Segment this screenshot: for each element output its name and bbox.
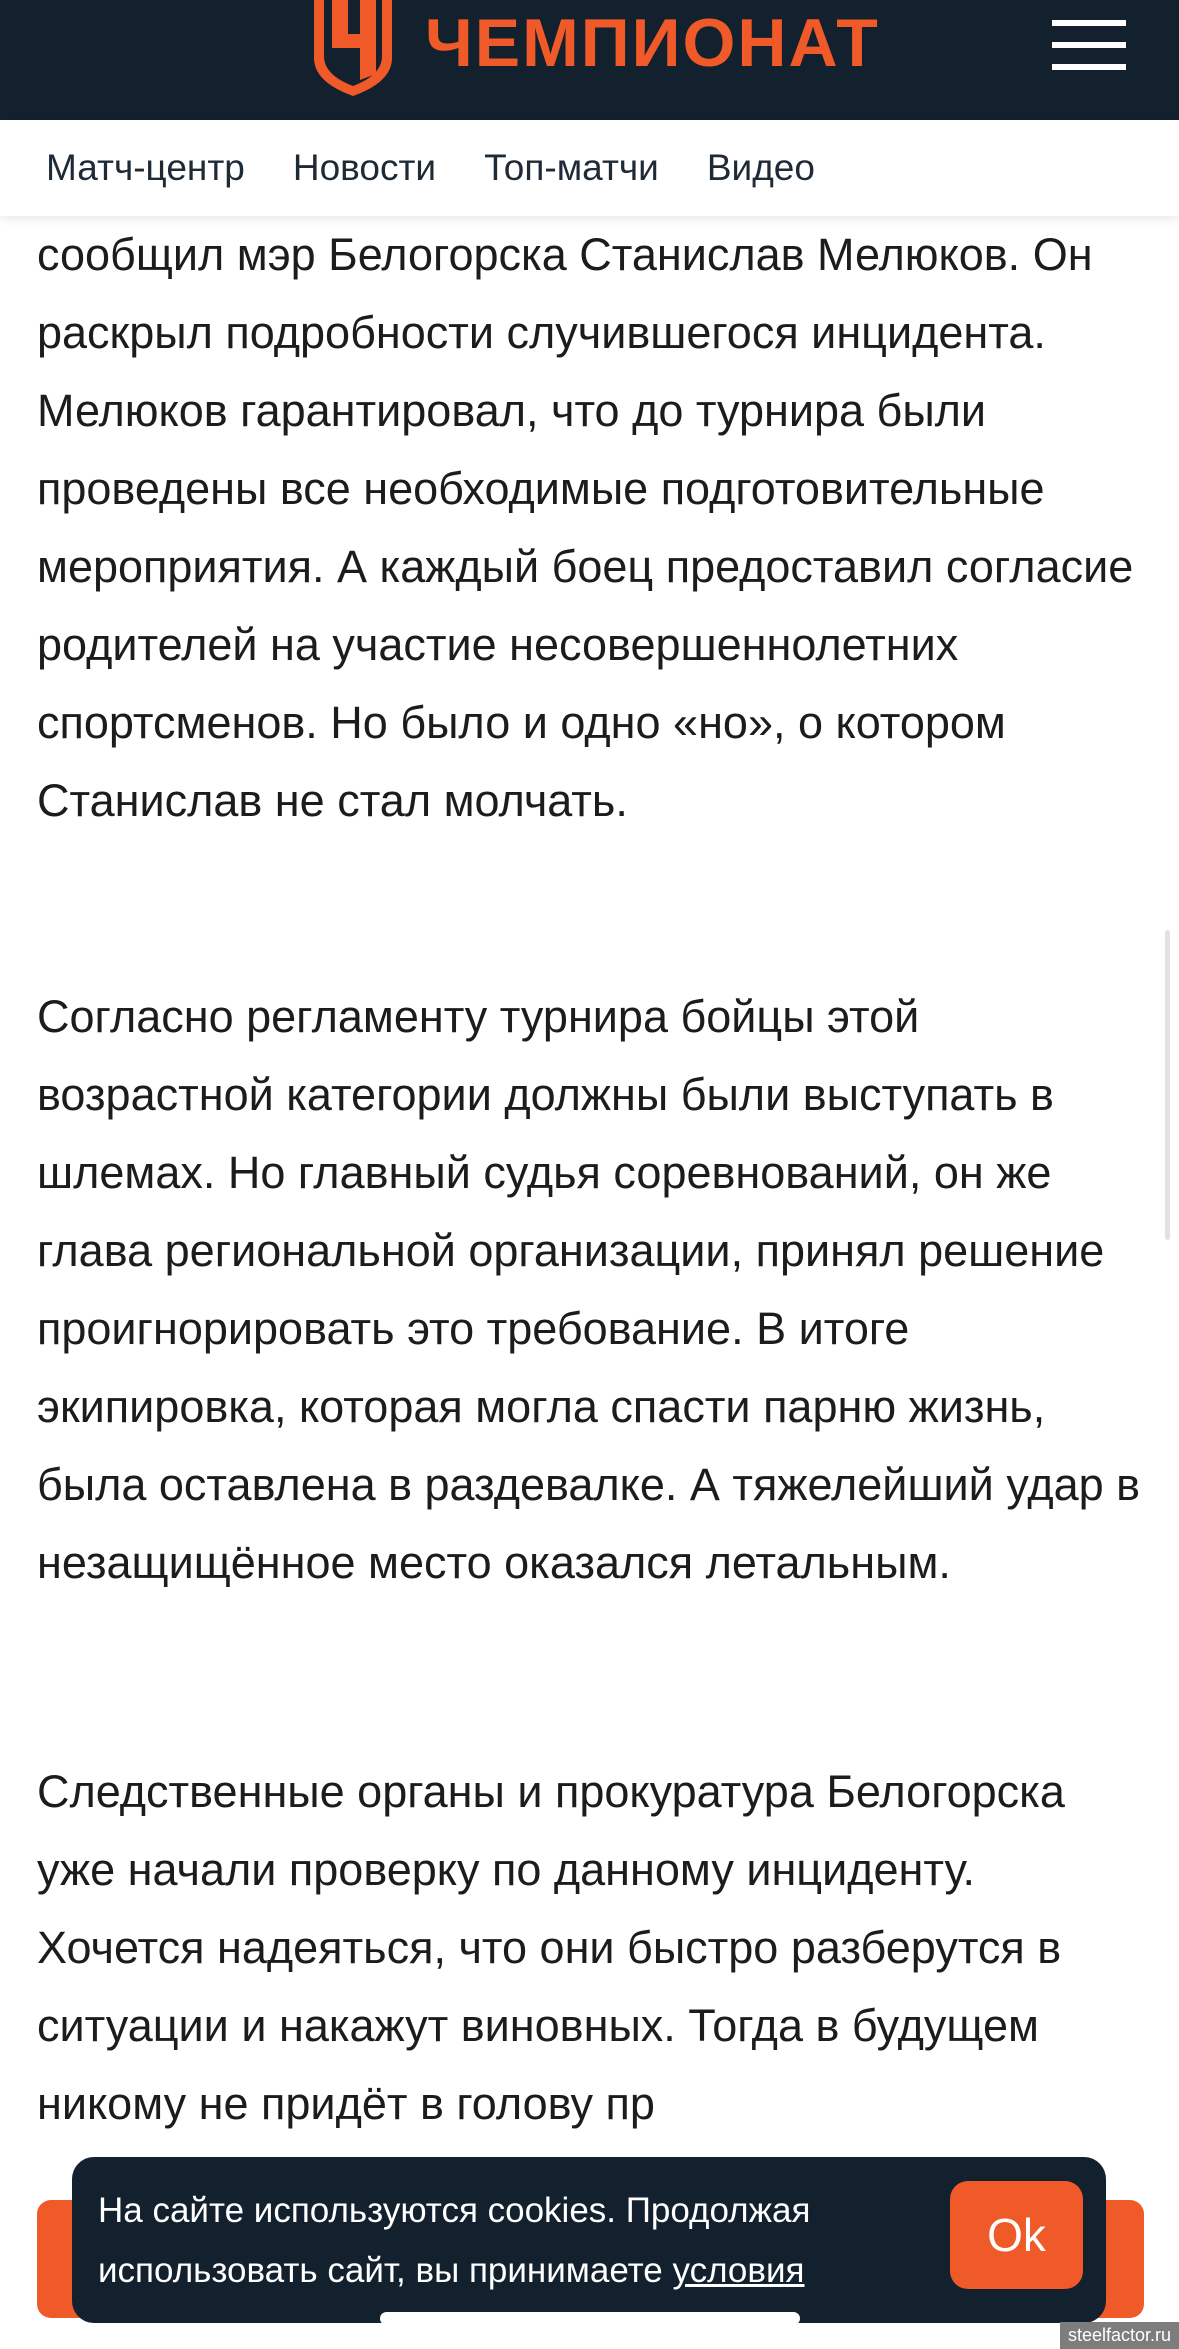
cookie-ok-button[interactable]: Ok xyxy=(950,2181,1083,2289)
home-indicator[interactable] xyxy=(380,2312,800,2325)
cookie-text xyxy=(98,2181,958,2301)
nav-item-match-center[interactable]: Матч-центр xyxy=(46,147,245,188)
nav-item-top-matches[interactable]: Топ-матчи xyxy=(484,147,659,188)
article-paragraph: Следственные органы и прокуратура Белогорска уже начали проверку по данному инциденту. Хочется надеяться, что они быстро разберутся в ситуации и накажут виновных. Тогда в будущем никому не придёт в голову пр xyxy=(37,1766,1065,2129)
scrollbar[interactable] xyxy=(1165,930,1170,1240)
championat-logo-icon xyxy=(310,0,396,96)
top-nav xyxy=(0,120,1179,216)
hamburger-menu-icon[interactable] xyxy=(1052,20,1126,70)
article-paragraph: Согласно регламенту турнира бойцы этой возрастной категории должны были выступать в шлемах. Но главный судья соревнований, он же глава региональной организации, принял решение проигнорировать это требование. В итоге экипировка, которая могла спасти парню жизнь, была оставлена в раздевалке. А тяжелейший удар в незащищённое место оказался летальным. xyxy=(37,991,1141,1588)
cookie-banner xyxy=(72,2157,1106,2323)
article-body xyxy=(37,216,1147,2129)
article-paragraph: сообщил мэр Белогорска Станислав Мелюков. Он раскрыл подробности случившегося инцидента. Мелюков гарантировал, что до турнира были проведены все необходимые подготовительные мероприятия. А каждый боец предоставил согласие родителей на участие несовершеннолетних спортсменов. Но было и одно «но», о котором Станислав не стал молчать. xyxy=(37,229,1134,826)
nav-item-news[interactable]: Новости xyxy=(292,147,437,188)
watermark: steelfactor.ru xyxy=(1060,2322,1179,2349)
logo[interactable] xyxy=(310,0,880,96)
logo-text: ЧЕМПИОНАТ xyxy=(425,5,880,81)
site-header xyxy=(0,0,1179,120)
nav-item-video[interactable]: Видео xyxy=(706,147,815,188)
cookie-message: На сайте используются cookies. Продолжая использовать сайт, вы принимаете xyxy=(98,2191,811,2290)
cookie-terms-link[interactable]: условия xyxy=(672,2251,805,2290)
